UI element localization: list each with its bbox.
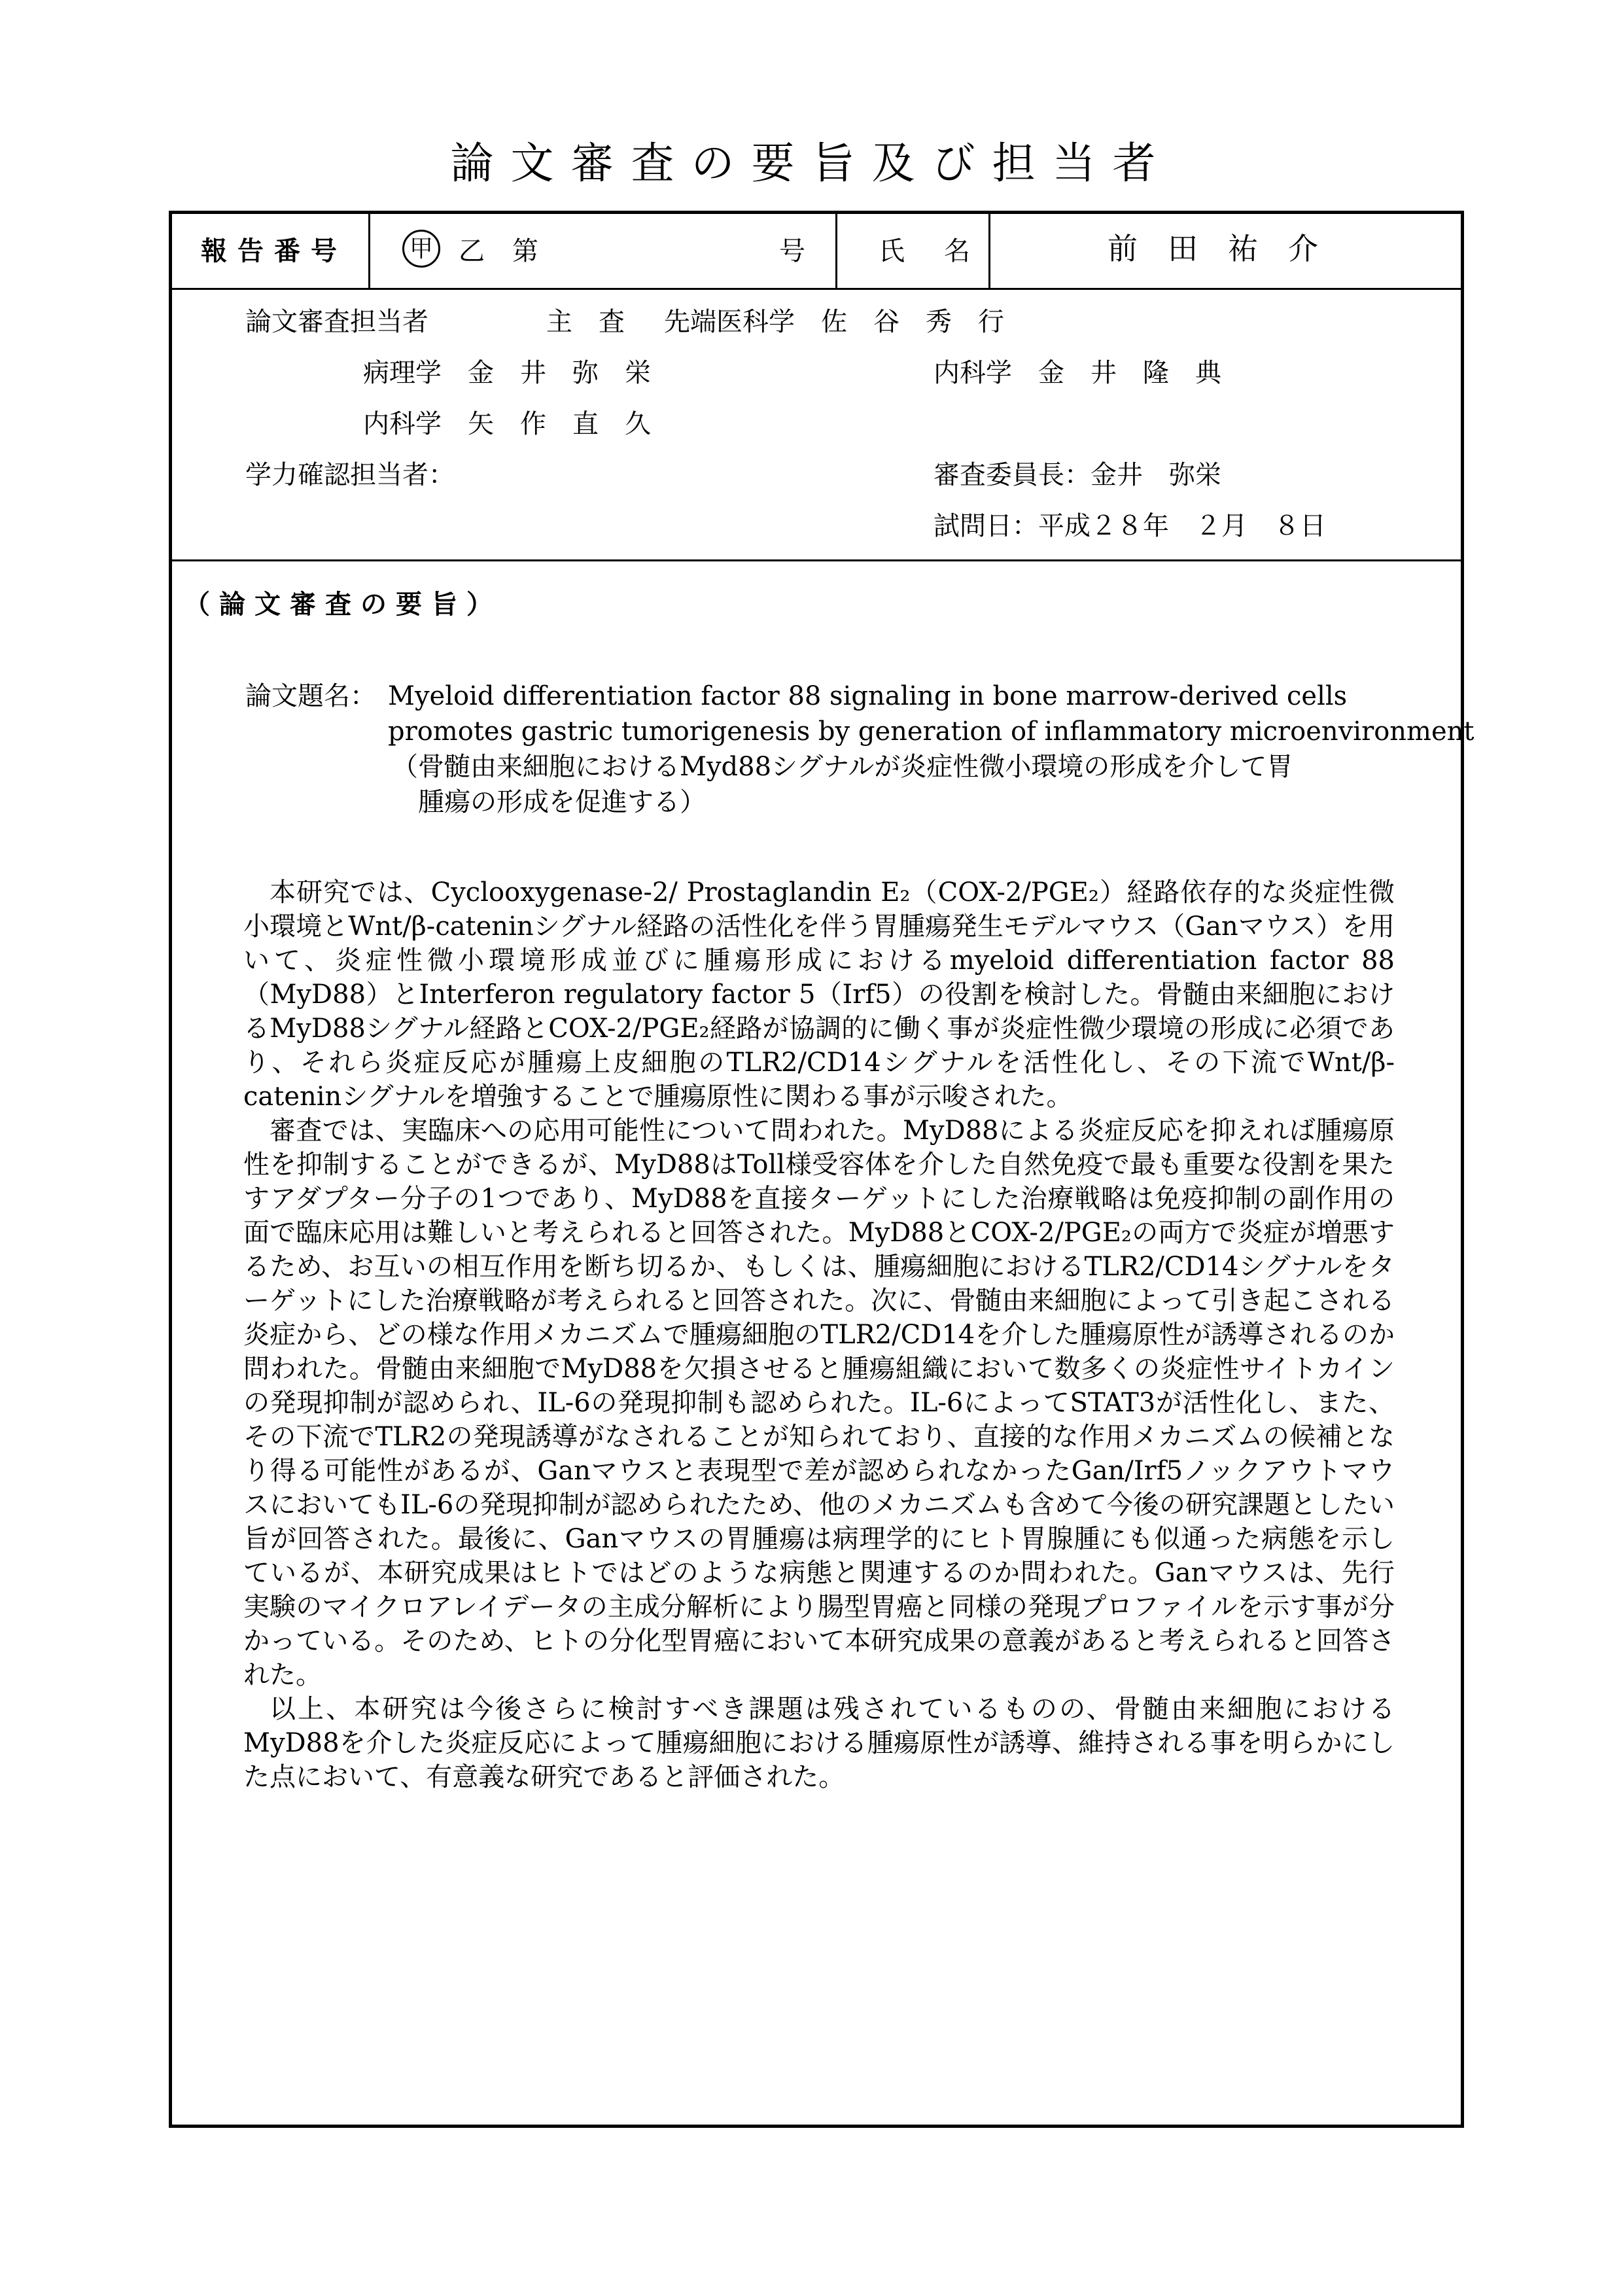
thesis-title-label: 論文題名：: [245, 681, 376, 711]
header-col-divider-3: [988, 214, 990, 288]
committee-member-1: 病理学 金 井 弥 栄: [363, 358, 651, 388]
header-col-divider-2: [835, 214, 837, 288]
thesis-title-ja-line-2: 腫瘍の形成を促進する）: [418, 787, 706, 817]
committee-divider: [172, 559, 1461, 561]
thesis-title-en-line-1: Myeloid differentiation factor 88 signaling in bone marrow-derived cells: [388, 681, 1348, 711]
ability-confirmation-label: 学力確認担当者：: [245, 460, 455, 490]
gou-label: 号: [779, 236, 805, 266]
chief-examiner: 先端医科学 佐 谷 秀 行: [664, 307, 1004, 337]
circled-kou-mark: 甲: [402, 230, 440, 268]
summary-paragraph-3: 以上、本研究は今後さらに検討すべき課題は残されているものの、骨髄由来細胞におけるMyD88を介した炎症反応によって腫瘍細胞における腫瘍原性が誘導、維持される事を明らかにした点において、有意義な研究であると評価された。: [243, 1694, 1395, 1792]
dai-label: 第: [512, 236, 538, 266]
thesis-title-ja-line-1: （骨髄由来細胞におけるMyd88シグナルが炎症性微小環境の形成を介して胃: [392, 752, 1293, 782]
name-label: 氏 名: [879, 236, 977, 266]
summary-heading: （論文審査の要旨）: [184, 590, 502, 620]
review-summary-body: [243, 875, 1395, 1794]
thesis-title-en-line-2: promotes gastric tumorigenesis by generation of inflammatory microenvironment: [388, 716, 1475, 747]
report-number-label: 報告番号: [201, 236, 347, 266]
report-number-field: [402, 230, 440, 268]
committee-member-3: 内科学 矢 作 直 久: [363, 409, 651, 439]
summary-paragraph-2: 審査では、実臨床への応用可能性について問われた。MyD88による炎症反応を抑えれば腫瘍原性を抑制することができるが、MyD88はToll様受容体を介した自然免疫で最も重要な役割を果たすアダプター分子の1つであり、MyD88を直接ターゲットにした治療戦略は免疫抑制の副作用の面で臨床応用は難しいと考えられると回答された。MyD88とCOX-2/PGE₂の両方で炎症が増悪するため、お互いの相互作用を断ち切るか、もしくは、腫瘍細胞におけるTLR2/CD14シグナルをターゲットにした治療戦略が考えられると回答された。次に、骨髄由来細胞によって引き起こされる炎症から、どの様な作用メカニズムで腫瘍細胞のTLR2/CD14を介した腫瘍原性が誘導されるのか問われた。骨髄由来細胞でMyD88を欠損させると腫瘍組織において数多くの炎症性サイトカインの発現抑制が認められ、IL-6の発現抑制も認められた。IL-6によってSTAT3が活性化し、また、その下流でTLR2の発現誘導がなされることが知られており、直接的な作用メカニズムの候補となり得る可能性があるが、Ganマウスと表現型で差が認められなかったGan/Irf5ノックアウトマウスにおいてもIL-6の発現抑制が認められたため、他のメカニズムも含めて今後の研究課題としたい旨が回答された。最後に、Ganマウスの胃腫瘍は病理学的にヒト胃腺腫にも似通った病態を示しているが、本研究成果はヒトではどのような病態と関連するのか問われた。Ganマウスは、先行実験のマイクロアレイデータの主成分解析により腸型胃癌と同様の発現プロファイルを示す事が分かっている。そのため、ヒトの分化型胃癌において本研究成果の意義があると考えられると回答された。: [243, 1116, 1395, 1690]
summary-paragraph-1: 本研究では、Cyclooxygenase-2/ Prostaglandin E₂（COX-2/PGE₂）経路依存的な炎症性微小環境とWnt/β-cateninシグナル経路の活性化を伴う胃腫瘍発生モデルマウス（Ganマウス）を用いて、炎症性微小環境形成並びに腫瘍形成におけるmyeloid differentiation factor 88（MyD88）とInterferon regulatory factor 5（Irf5）の役割を検討した。骨髄由来細胞におけるMyD88シグナル経路とCOX-2/PGE₂経路が協調的に働く事が炎症性微少環境の形成に必須であり、それら炎症反応が腫瘍上皮細胞のTLR2/CD14シグナルを活性化し、その下流でWnt/β-cateninシグナルを増強することで腫瘍原性に関わる事が示唆された。: [243, 877, 1395, 1112]
page-title: 論文審査の要旨及び担当者: [450, 138, 1173, 188]
header-col-divider-1: [368, 214, 370, 288]
committee-label: 論文審査担当者: [245, 307, 428, 337]
name-value: 前 田 祐 介: [1108, 231, 1318, 266]
header-row-divider: [172, 288, 1461, 290]
committee-chair: 審査委員長：金井 弥栄: [934, 460, 1221, 490]
otsu-label: 乙: [459, 236, 485, 266]
committee-member-2: 内科学 金 井 隆 典: [934, 358, 1221, 388]
chief-examiner-role: 主 査: [546, 307, 625, 337]
exam-date: 試問日：平成２８年 ２月 ８日: [934, 511, 1326, 541]
